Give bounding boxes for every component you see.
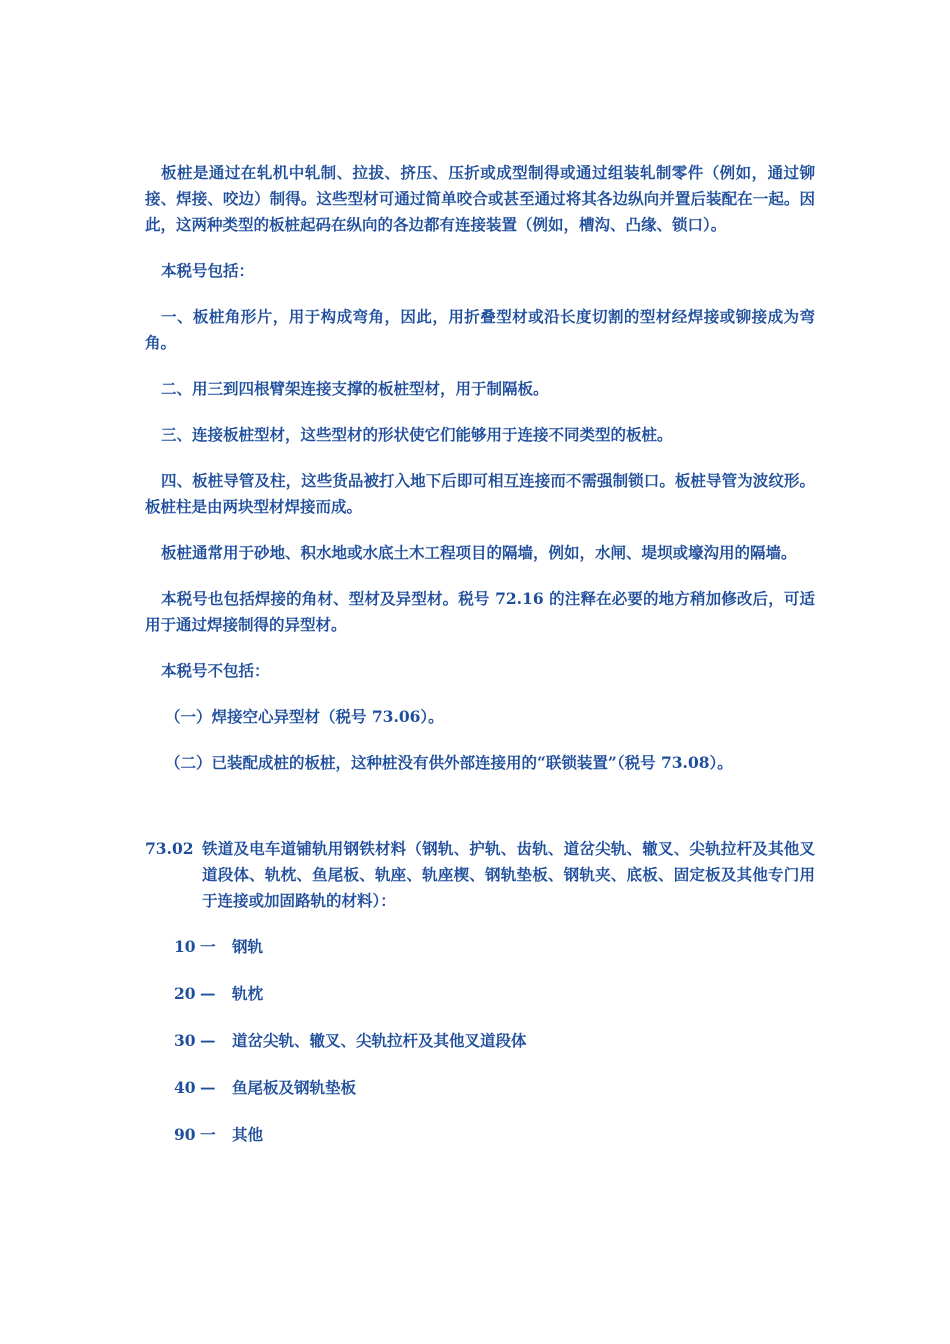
- subheading-dash: —: [200, 1078, 216, 1097]
- heading-title: 铁道及电车道铺轨用钢铁材料（钢轨、护轨、齿轨、道岔尖轨、辙叉、尖轨拉杆及其他叉道段体、轨枕、鱼尾板、轨座、轨座楔、钢轨垫板、钢轨夹、底板、固定板及其他专门用于连接或加固路轨的材料）：: [202, 839, 815, 910]
- intro-paragraph: 板桩是通过在轧机中轧制、拉拔、挤压、压折或成型制得或通过组装轧制零件（例如，通过铆接、焊接、咬边）制得。这些型材可通过简单咬合或甚至通过将其各边纵向并置后装配在一起。因此，这两种类型的板桩起码在纵向的各边都有连接装置（例如，槽沟、凸缘、锁口）。: [145, 163, 815, 234]
- include-item-1: 一、板桩角形片，用于构成弯角，因此，用折叠型材或沿长度切割的型材经焊接或铆接成为弯角。: [145, 307, 815, 352]
- subheading-label: 钢轨: [232, 937, 264, 956]
- subheading-dash: —: [200, 1031, 216, 1050]
- subheading-label: 轨枕: [232, 984, 264, 1003]
- subheading-label: 道岔尖轨、辙叉、尖轨拉杆及其他叉道段体: [232, 1031, 527, 1050]
- include-item-2: 二、用三到四根臂架连接支撑的板桩型材，用于制隔板。: [161, 379, 549, 398]
- subheading-code: 40: [174, 1078, 196, 1097]
- document-page: [145, 160, 815, 1169]
- subheading-dash: 一: [200, 1125, 216, 1144]
- subheading-row: [174, 1075, 815, 1101]
- subheading-row: [174, 1122, 815, 1148]
- includes-heading: 本税号包括：: [161, 261, 255, 280]
- subheading-row: [174, 1028, 815, 1054]
- heading-code: 73.02: [145, 839, 194, 858]
- exclude-item-2: （二）已装配成桩的板桩，这种桩没有供外部连接用的“联锁装置”（税号 73.08）。: [165, 753, 733, 772]
- subheading-label: 其他: [232, 1125, 264, 1144]
- subheading-label: 鱼尾板及钢轨垫板: [232, 1078, 357, 1097]
- excludes-heading: 本税号不包括：: [161, 661, 270, 680]
- tariff-heading: [145, 836, 815, 914]
- subheading-code: 30: [174, 1031, 196, 1050]
- include-item-3: 三、连接板桩型材，这些型材的形状使它们能够用于连接不同类型的板桩。: [161, 425, 673, 444]
- usage-paragraph: 板桩通常用于砂地、积水地或水底土木工程项目的隔墙，例如，水闸、堤坝或壕沟用的隔墙。: [161, 543, 797, 562]
- subheading-dash: —: [200, 984, 216, 1003]
- subheading-row: [174, 981, 815, 1007]
- subheading-row: [174, 934, 815, 960]
- subheading-dash: 一: [200, 937, 216, 956]
- subheading-code: 90: [174, 1125, 196, 1144]
- include-item-4: 四、板桩导管及柱，这些货品被打入地下后即可相互连接而不需强制锁口。板桩导管为波纹形。板桩柱是由两块型材焊接而成。: [145, 471, 815, 516]
- exclude-item-1: （一）焊接空心异型材（税号 73.06）。: [165, 707, 444, 726]
- welded-paragraph: 本税号也包括焊接的角材、型材及异型材。税号 72.16 的注释在必要的地方稍加修改后，可适用于通过焊接制得的异型材。: [145, 589, 815, 634]
- subheading-code: 10: [174, 937, 196, 956]
- subheading-code: 20: [174, 984, 196, 1003]
